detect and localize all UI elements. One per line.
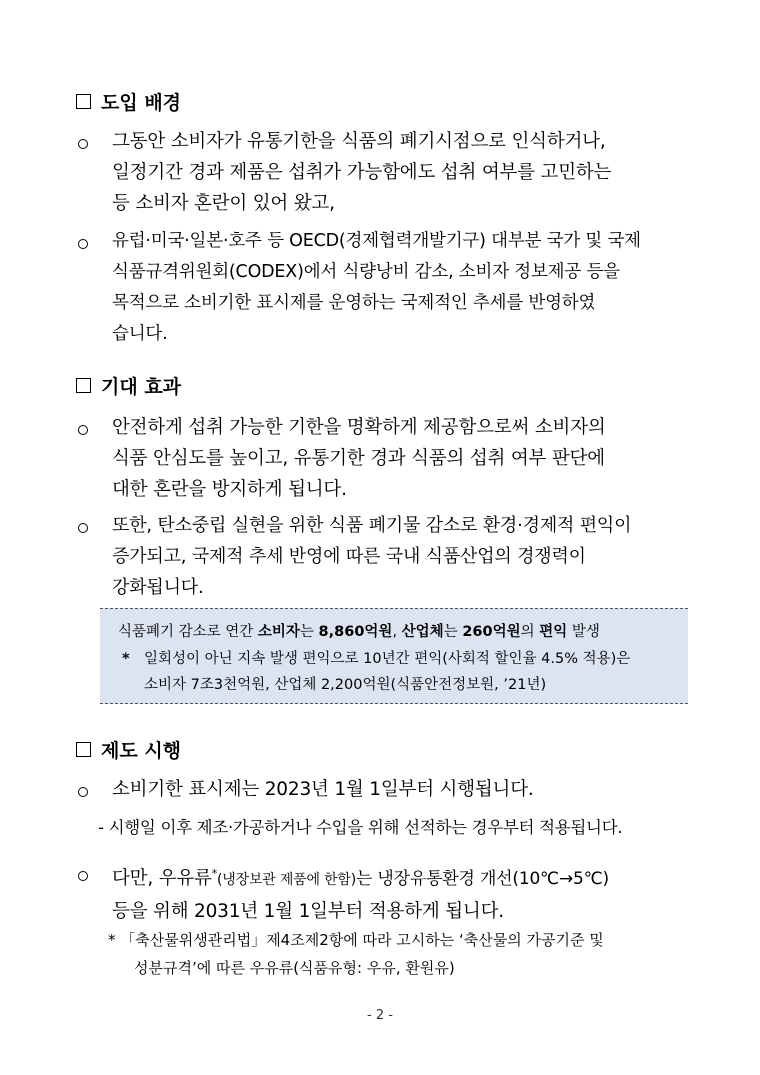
paragraph-implementation-1 [112,774,692,805]
text-line: 등을 위해 2031년 1월 1일부터 적용하게 됩니다. [112,901,504,923]
section-title: 기대 효과 [101,376,182,398]
asterisk-marker: * [122,651,130,667]
text-line: 증가되고, 국제적 추세 반영에 따른 국내 식품산업의 경쟁력이 [112,546,586,567]
section-heading-effects [76,372,181,399]
text-line: 일정기간 경과 제품은 섭취가 가능함에도 섭취 여부를 고민하는 [112,162,612,183]
section-title: 도입 배경 [101,92,182,114]
text-line: 대한 혼란을 방지하게 됩니다. [112,479,347,500]
footnote-line: 성분규격’에 따른 우유류(식품유형: 우유, 환원유) [134,959,455,977]
bullet-circle-icon [78,862,88,890]
bullet-circle-icon [78,130,88,158]
text-line: 유럽·미국·일본·호주 등 OECD(경제협력개발기구) 대부분 국가 및 국제 [112,231,641,251]
text-line: 또한, 탄소중립 실현을 위한 식품 폐기물 감소로 환경·경제적 편익이 [112,515,632,536]
checkbox-square-icon [76,742,91,757]
section-title: 제도 시행 [101,740,182,762]
page-number: - 2 - [367,1008,393,1023]
text-line: 식품규격위원회(CODEX)에서 식량낭비 감소, 소비자 정보제공 등을 [112,262,620,282]
callout-summary: 식품폐기 감소로 연간 소비자는 8,860억원, 산업체는 260억원의 편익 발생 [118,624,600,640]
text-line: 강화됩니다. [112,577,204,598]
text-line: 습니다. [112,324,168,344]
benefit-callout-box [100,608,688,704]
footnote-line: * 「축산물위생관리법」제4조제2항에 따라 고시하는 ‘축산물의 가공기준 및 [108,931,604,949]
paragraph-implementation-2 [112,858,692,927]
text-line: 안전하게 섭취 가능한 기한을 명확하게 제공함으로써 소비자의 [112,417,606,438]
paragraph-effects-1 [112,412,692,505]
checkbox-square-icon [76,94,91,109]
section-heading-background [76,88,181,115]
paragraph-background-2 [112,226,692,350]
bullet-circle-icon [78,416,88,444]
checkbox-square-icon [76,378,91,393]
bullet-circle-icon [78,514,88,542]
text-line: 소비기한 표시제는 2023년 1월 1일부터 시행됩니다. [112,779,534,800]
text-line: 등 소비자 혼란이 있어 왔고, [112,193,335,214]
text-line: 식품 안심도를 높이고, 유통기한 경과 식품의 섭취 여부 판단에 [112,448,605,469]
paragraph-effects-2 [112,510,692,603]
section-heading-implementation [76,736,181,763]
text-line: 그동안 소비자가 유통기한을 식품의 폐기시점으로 인식하거나, [112,131,606,152]
callout-note-line: 일회성이 아닌 지속 발생 편익으로 10년간 편익(사회적 할인율 4.5% 적용)은 [144,651,631,667]
text-line: 다만, 우유류*(냉장보관 제품에 한함)는 냉장유통환경 개선(10℃→5℃) [112,867,609,890]
bullet-circle-icon [78,778,88,806]
callout-note-line: 소비자 7조3천억원, 산업체 2,200억원(식품안전정보원, ’21년) [144,677,547,693]
text-line: 목적으로 소비기한 표시제를 운영하는 국제적인 추세를 반영하였 [112,293,596,313]
sub-item-dash: - 시행일 이후 제조·가공하거나 수입을 위해 선적하는 경우부터 적용됩니다. [98,818,623,837]
bullet-circle-icon [78,230,88,258]
paragraph-background-1 [112,126,692,219]
